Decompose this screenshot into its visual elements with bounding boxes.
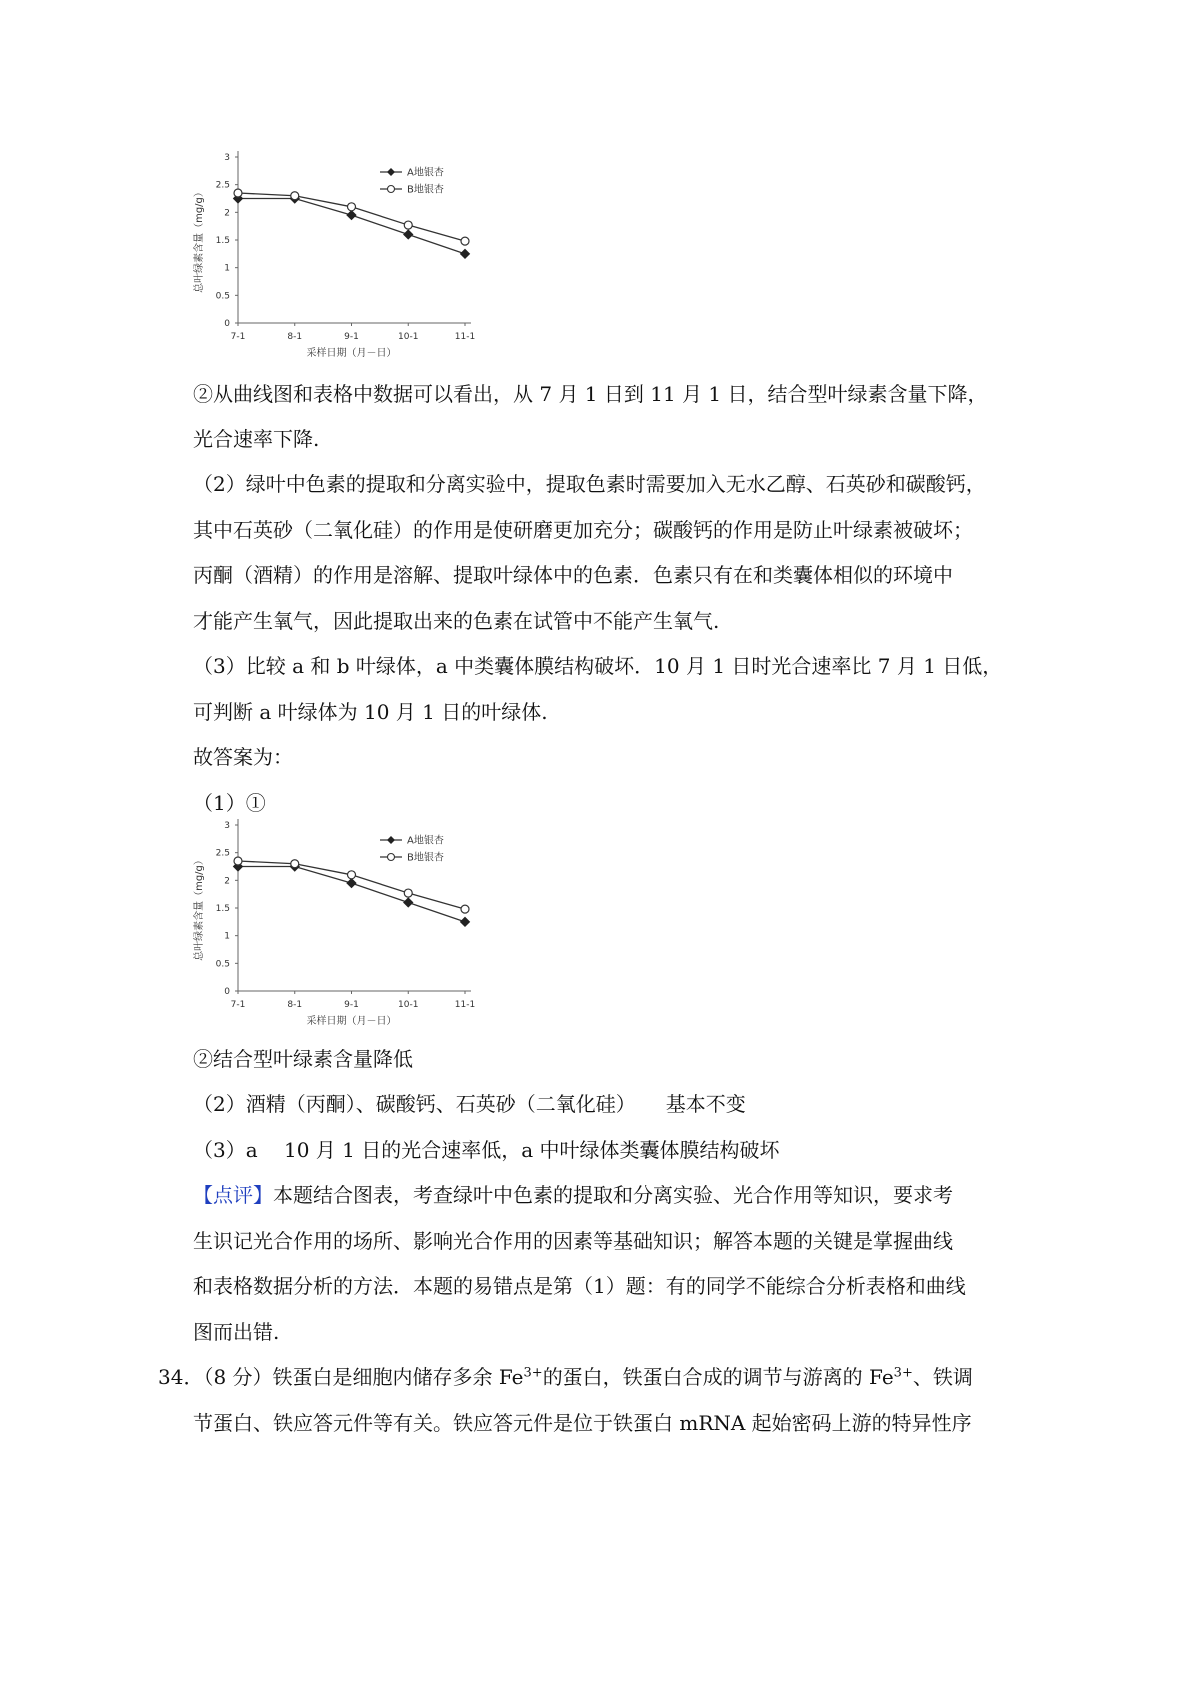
para-11: ②结合型叶绿素含量降低: [193, 1047, 413, 1071]
chart1-x-tick-label: 8-1: [287, 332, 303, 342]
chart1-legend-marker-2: [388, 186, 395, 193]
chart2-series-2-point: [404, 889, 412, 897]
question-34-line-1: [158, 1363, 973, 1391]
chart-2: [190, 808, 490, 1033]
chart-2-svg: [190, 808, 490, 1033]
para-4: 其中石英砂（二氧化硅）的作用是使研磨更加充分；碳酸钙的作用是防止叶绿素被破坏；: [193, 518, 973, 542]
chart1-x-tick-label: 11-1: [454, 332, 476, 342]
chart1-series-1-point: [404, 230, 413, 239]
chart2-y-tick-label: 0.5: [215, 959, 230, 970]
chart2-x-tick-label: 7-1: [230, 1000, 246, 1010]
chart1-y-axis-label: 总叶绿素含量（mg/g）: [194, 187, 205, 293]
q34-text-c: 、铁调: [912, 1365, 973, 1389]
chart2-series-2-point: [461, 905, 469, 913]
para-8: 可判断 a 叶绿体为 10 月 1 日的叶绿体.: [193, 700, 548, 724]
para-9: 故答案为：: [193, 745, 293, 769]
chart1-series-2-point: [291, 192, 299, 200]
q34-sup-1: 3+: [523, 1365, 543, 1381]
chart1-legend-label-1: A地银杏: [407, 167, 444, 179]
chart2-legend-label-1: A地银杏: [407, 835, 444, 847]
chart2-y-tick-label: 3: [224, 821, 230, 831]
q34-sup-2: 3+: [893, 1365, 913, 1381]
chart2-series-2-point: [234, 857, 242, 865]
chart1-x-tick-label: 9-1: [344, 332, 359, 342]
chart2-legend-marker-2: [388, 854, 395, 861]
chart2-y-axis-label: 总叶绿素含量（mg/g）: [194, 855, 205, 961]
chart2-series-1-point: [461, 917, 470, 926]
chart2-legend-marker-1: [387, 836, 395, 844]
chart2-series-2-point: [291, 860, 299, 868]
para-12: （2）酒精（丙酮）、碳酸钙、石英砂（二氧化硅） 基本不变: [193, 1092, 746, 1116]
para-2: 光合速率下降.: [193, 427, 320, 451]
chart2-series-1-point: [347, 879, 356, 888]
comment-line-3: 和表格数据分析的方法．本题的易错点是第（1）题：有的同学不能综合分析表格和曲线: [193, 1274, 966, 1298]
chart2-x-tick-label: 9-1: [344, 1000, 359, 1010]
chart2-x-tick-label: 10-1: [398, 1000, 419, 1010]
chart1-series-2-point: [234, 189, 242, 197]
chart2-y-tick-label: 1: [224, 931, 230, 942]
comment-line-1: [193, 1181, 953, 1209]
chart1-y-tick-label: 2: [224, 208, 230, 219]
q34-text-a: 34．（8 分）铁蛋白是细胞内储存多余 Fe: [158, 1365, 524, 1389]
para-1: ②从曲线图和表格中数据可以看出，从 7 月 1 日到 11 月 1 日，结合型叶绿素含量下降，: [193, 382, 988, 406]
chart1-y-tick-label: 3: [224, 153, 230, 163]
chart2-x-axis-label: 采样日期（月－日）: [306, 1016, 397, 1027]
chart1-y-tick-label: 0: [224, 319, 230, 329]
chart2-series-2-point: [348, 871, 356, 879]
para-7: （3）比较 a 和 b 叶绿体，a 中类囊体膜结构破坏．10 月 1 日时光合速率比 7 月 1 日低，: [193, 654, 1003, 678]
chart1-x-axis-label: 采样日期（月－日）: [306, 348, 397, 359]
chart-1-svg: [190, 140, 490, 365]
para-13: （3）a 10 月 1 日的光合速率低，a 中叶绿体类囊体膜结构破坏: [193, 1138, 780, 1162]
comment-line-4: 图而出错.: [193, 1320, 280, 1344]
chart1-series-2-point: [404, 221, 412, 229]
chart1-legend-marker-1: [387, 168, 395, 176]
para-6: 才能产生氧气，因此提取出来的色素在试管中不能产生氧气.: [193, 609, 720, 633]
comment-tag: 【点评】: [193, 1183, 273, 1207]
q34-text-b: 的蛋白，铁蛋白合成的调节与游离的 Fe: [542, 1365, 894, 1389]
chart1-y-tick-label: 0.5: [215, 291, 230, 302]
chart2-series-1-point: [404, 898, 413, 907]
chart2-y-tick-label: 1.5: [215, 904, 230, 914]
chart1-x-tick-label: 10-1: [398, 332, 419, 342]
para-10: （1）①: [193, 791, 266, 815]
chart2-y-tick-label: 2: [224, 876, 230, 887]
chart1-series-2-point: [461, 237, 469, 245]
chart2-legend-label-2: B地银杏: [407, 852, 444, 864]
chart1-x-tick-label: 7-1: [230, 332, 246, 342]
chart2-y-tick-label: 0: [224, 987, 230, 997]
chart1-series-2-point: [348, 203, 356, 211]
question-34-line-2: 节蛋白、铁应答元件等有关。铁应答元件是位于铁蛋白 mRNA 起始密码上游的特异性序: [193, 1411, 972, 1435]
chart-1: [190, 140, 490, 365]
chart1-y-tick-label: 1.5: [215, 236, 230, 246]
comment-text-1: 本题结合图表，考查绿叶中色素的提取和分离实验、光合作用等知识，要求考: [273, 1183, 953, 1207]
para-3: （2）绿叶中色素的提取和分离实验中，提取色素时需要加入无水乙醇、石英砂和碳酸钙，: [193, 472, 986, 496]
para-5: 丙酮（酒精）的作用是溶解、提取叶绿体中的色素．色素只有在和类囊体相似的环境中: [193, 563, 953, 587]
chart2-x-tick-label: 8-1: [287, 1000, 303, 1010]
comment-line-2: 生识记光合作用的场所、影响光合作用的因素等基础知识；解答本题的关键是掌握曲线: [193, 1229, 953, 1253]
chart2-x-tick-label: 11-1: [454, 1000, 476, 1010]
chart1-legend-label-2: B地银杏: [407, 184, 444, 196]
chart2-y-tick-label: 2.5: [215, 848, 230, 859]
chart1-y-tick-label: 1: [224, 263, 230, 274]
chart1-series-1-point: [461, 249, 470, 258]
chart1-series-1-point: [347, 211, 356, 220]
chart1-y-tick-label: 2.5: [215, 180, 230, 191]
